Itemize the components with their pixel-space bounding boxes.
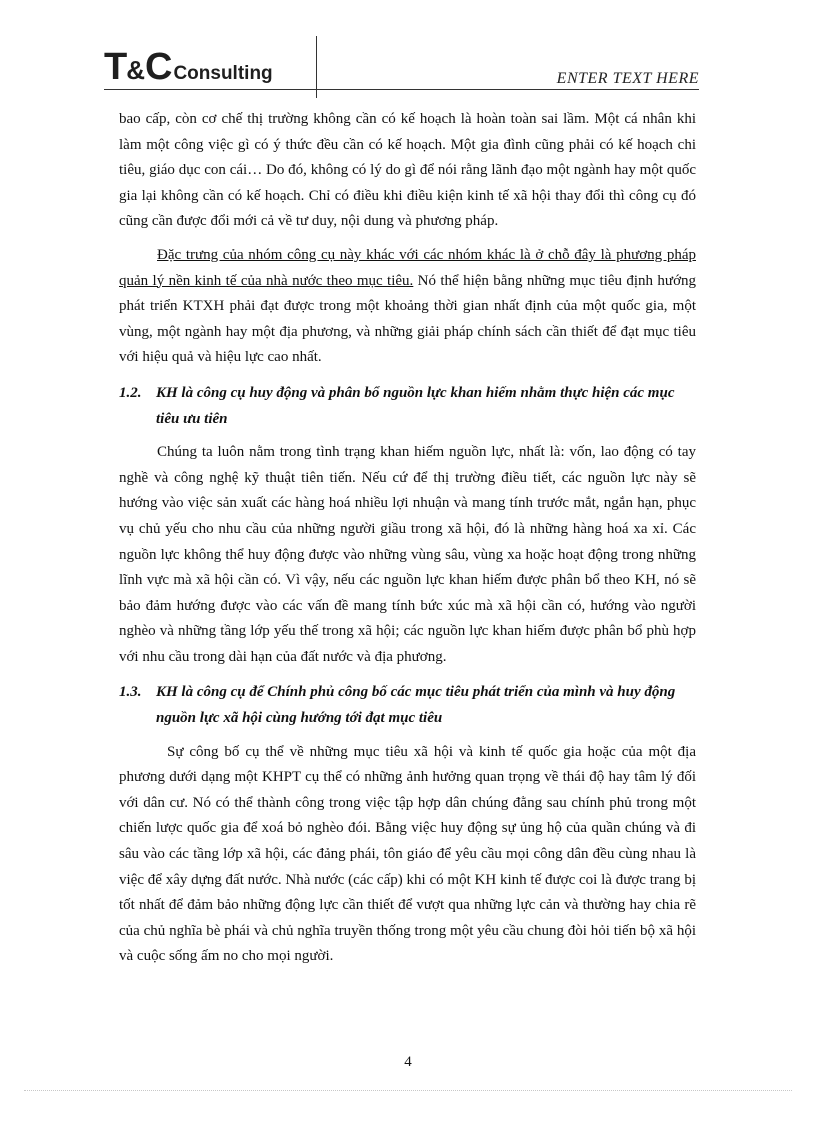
section-number: 1.3. <box>119 684 142 701</box>
section-heading-1-2 <box>119 381 696 432</box>
paragraph-2-rest: Nó thể hiện bằng những mục tiêu định hướng phát triển KTXH phải đạt được trong một khoảng thời gian nhất định của một quốc gia, một vùng, một ngành hay một địa phương, và những giải pháp chính sách cần thiết để đạt mục tiêu với hiệu quả và hiệu lực cao nhất. <box>119 272 696 366</box>
paragraph-3: Chúng ta luôn nằm trong tình trạng khan hiếm nguồn lực, nhất là: vốn, lao động có tay nghề và công nghệ kỹ thuật tiên tiến. Nếu cứ để thị trường điều tiết, các nguồn lực này sẽ hướng vào việc sản xuất các hàng hoá nhiều lợi nhuận và mang tính trước mắt, ngắn hạn, phục vụ chủ yếu cho nhu cầu của những người giầu trong xã hội, đó là những hàng hoá xa xỉ. Các nguồn lực không thể huy động được vào những vùng sâu, vùng xa hoặc hoạt động trong những lĩnh vực mà xã hội cần có. Vì vậy, nếu các nguồn lực khan hiếm được phân bổ theo KH, nó sẽ bảo đảm hướng được vào các vấn đề mang tính bức xúc mà xã hội cần có, hướng vào người nghèo và những tầng lớp yếu thế trong xã hội; các nguồn lực khan hiếm được phân bổ phù hợp với nhu cầu trong dài hạn của đất nước và địa phương. <box>119 444 696 665</box>
section-heading-1-3 <box>119 680 696 731</box>
document-body <box>119 107 696 970</box>
section-title: KH là công cụ để Chính phủ công bố các mục tiêu phát triển của mình và huy động nguồn lực xã hội cùng hướng tới đạt mục tiêu <box>156 684 676 727</box>
page-bottom-border <box>24 1090 792 1091</box>
paragraph-2 <box>119 243 696 371</box>
header-placeholder-text: ENTER TEXT HERE <box>556 70 699 87</box>
page-number: 4 <box>404 1054 412 1070</box>
company-logo: T&C Consulting <box>104 46 273 88</box>
paragraph-4: Sự công bố cụ thể về những mục tiêu xã hội và kinh tế quốc gia hoặc của một địa phương dưới dạng một KHPT cụ thể có những ảnh hưởng quan trọng về thái độ hay tâm lý đối với dân cư. Nó có thể thành công trong việc tập hợp dân chúng đằng sau chính phủ trong một chiến lược quốc gia để xoá bỏ nghèo đói. Bằng việc huy động sự ủng hộ của quần chúng và đi sâu vào các tầng lớp xã hội, các đảng phái, tôn giáo để yêu cầu mọi công dân đều cùng nhau là việc để xây dựng đất nước. Nhà nước (các cấp) khi có một KH kinh tế được coi là được trang bị tốt nhất để đảm bảo những động lực cần thiết để vượt qua những lực cản và thường hay chia rẽ của chủ nghĩa bè phái và chủ nghĩa truyền thống trong một yêu cầu chung đòi hỏi tiến bộ xã hội và cuộc sống ấm no cho mọi người. <box>119 743 696 965</box>
header-horizontal-rule <box>104 89 699 90</box>
paragraph-2-underlined: Đặc trưng của nhóm công cụ này khác với các nhóm khác là ở chỗ đây là phương pháp quản lý nền kinh tế của nhà nước theo mục tiêu. <box>119 246 696 289</box>
section-title: KH là công cụ huy động và phân bổ nguồn lực khan hiếm nhằm thực hiện các mục tiêu ưu tiên <box>156 384 675 427</box>
page-header <box>0 0 816 105</box>
paragraph-1: bao cấp, còn cơ chế thị trường không cần có kế hoạch là hoàn toàn sai lầm. Một cá nhân khi làm một công việc gì có ý thức đều cần có kế hoạch. Một gia đình cũng phải có kế hoạch chi tiêu, giáo dục con cái… Do đó, không có lý do gì để nói rằng lãnh đạo một ngành hay một quốc gia lại không cần có kế hoạch. Chỉ có điều khi điều kiện kinh tế xã hội thay đổi thì công cụ đó cũng cần được đổi mới cả về tư duy, nội dung và phương pháp. <box>119 111 696 230</box>
section-number: 1.2. <box>119 384 142 401</box>
